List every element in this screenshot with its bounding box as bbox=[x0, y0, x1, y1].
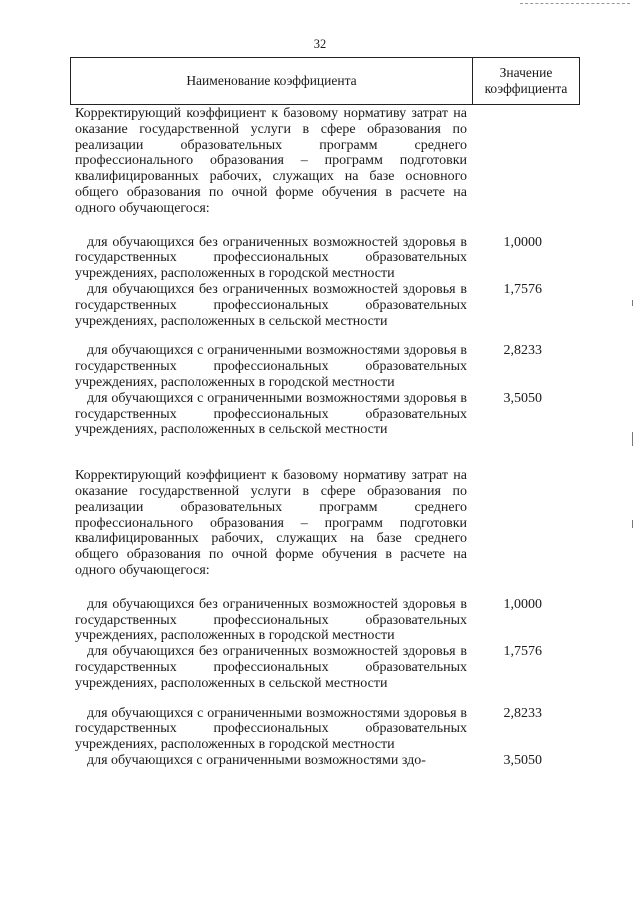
row-value: 1,7576 bbox=[503, 281, 542, 297]
row-label: для обучающихся без ограниченных возможностей здоровья в государственных профессиональных образовательных учреждениях, расположенных в сельской местности bbox=[75, 281, 467, 329]
section-2-intro: Корректирующий коэффициент к базовому нормативу затрат на оказание государственной услуги в сфере образования по реализации образовательных программ среднего профессионального образования – программ подготовки квалифицированных рабочих, служащих на базе среднего общего образования по очной форме обучения в расчете на одного обучающегося: bbox=[75, 468, 467, 578]
table-row bbox=[75, 343, 575, 390]
section-1-intro: Корректирующий коэффициент к базовому нормативу затрат на оказание государственной услуги в сфере образования по реализации образовательных программ среднего профессионального образования – программ подготовки квалифицированных рабочих, служащих на базе основного общего образования по очной форме обучения в расчете на одного обучающегося: bbox=[75, 106, 467, 216]
row-label: для обучающихся с ограниченными возможностями здо- bbox=[87, 752, 426, 768]
table-row bbox=[75, 753, 575, 769]
page-number: 32 bbox=[313, 37, 327, 51]
table-row bbox=[75, 282, 575, 329]
row-label: для обучающихся с ограниченными возможностями здоровья в государственных профессиональных образовательных учреждениях, расположенных в городской местности bbox=[75, 705, 467, 753]
row-label: для обучающихся без ограниченных возможностей здоровья в государственных профессиональных образовательных учреждениях, расположенных в городской местности bbox=[75, 234, 467, 282]
table-row bbox=[75, 597, 575, 644]
row-value: 3,5050 bbox=[503, 390, 542, 406]
table-header bbox=[70, 57, 580, 105]
table-body bbox=[75, 106, 575, 769]
row-label: для обучающихся без ограниченных возможностей здоровья в государственных профессиональных образовательных учреждениях, расположенных в сельской местности bbox=[75, 644, 467, 691]
scan-artifact bbox=[632, 300, 633, 306]
table-row bbox=[75, 391, 575, 438]
row-value: 2,8233 bbox=[503, 343, 542, 359]
row-label: для обучающихся с ограниченными возможностями здоровья в государственных профессиональных образовательных учреждениях, расположенных в городской местности bbox=[75, 343, 467, 390]
table-row bbox=[75, 644, 575, 691]
header-coefficient-name: Наименование коэффициента bbox=[71, 58, 473, 104]
header-coefficient-value bbox=[473, 58, 579, 104]
row-value: 1,0000 bbox=[503, 234, 542, 250]
scan-artifact bbox=[632, 520, 633, 528]
scan-edge-mark bbox=[520, 3, 630, 4]
header-value-line1: Значение bbox=[499, 65, 553, 80]
row-label: для обучающихся без ограниченных возможностей здоровья в государственных профессиональных образовательных учреждениях, расположенных в городской местности bbox=[75, 596, 467, 644]
scan-artifact bbox=[632, 432, 633, 446]
table-row bbox=[75, 235, 575, 282]
row-value: 1,7576 bbox=[503, 644, 542, 660]
row-value: 2,8233 bbox=[503, 705, 542, 721]
row-value: 1,0000 bbox=[503, 596, 542, 612]
table-row bbox=[75, 706, 575, 753]
row-value: 3,5050 bbox=[503, 752, 542, 768]
row-label: для обучающихся с ограниченными возможностями здоровья в государственных профессиональных образовательных учреждениях, расположенных в сельской местности bbox=[75, 390, 467, 438]
header-value-line2: коэффициента bbox=[484, 81, 568, 96]
